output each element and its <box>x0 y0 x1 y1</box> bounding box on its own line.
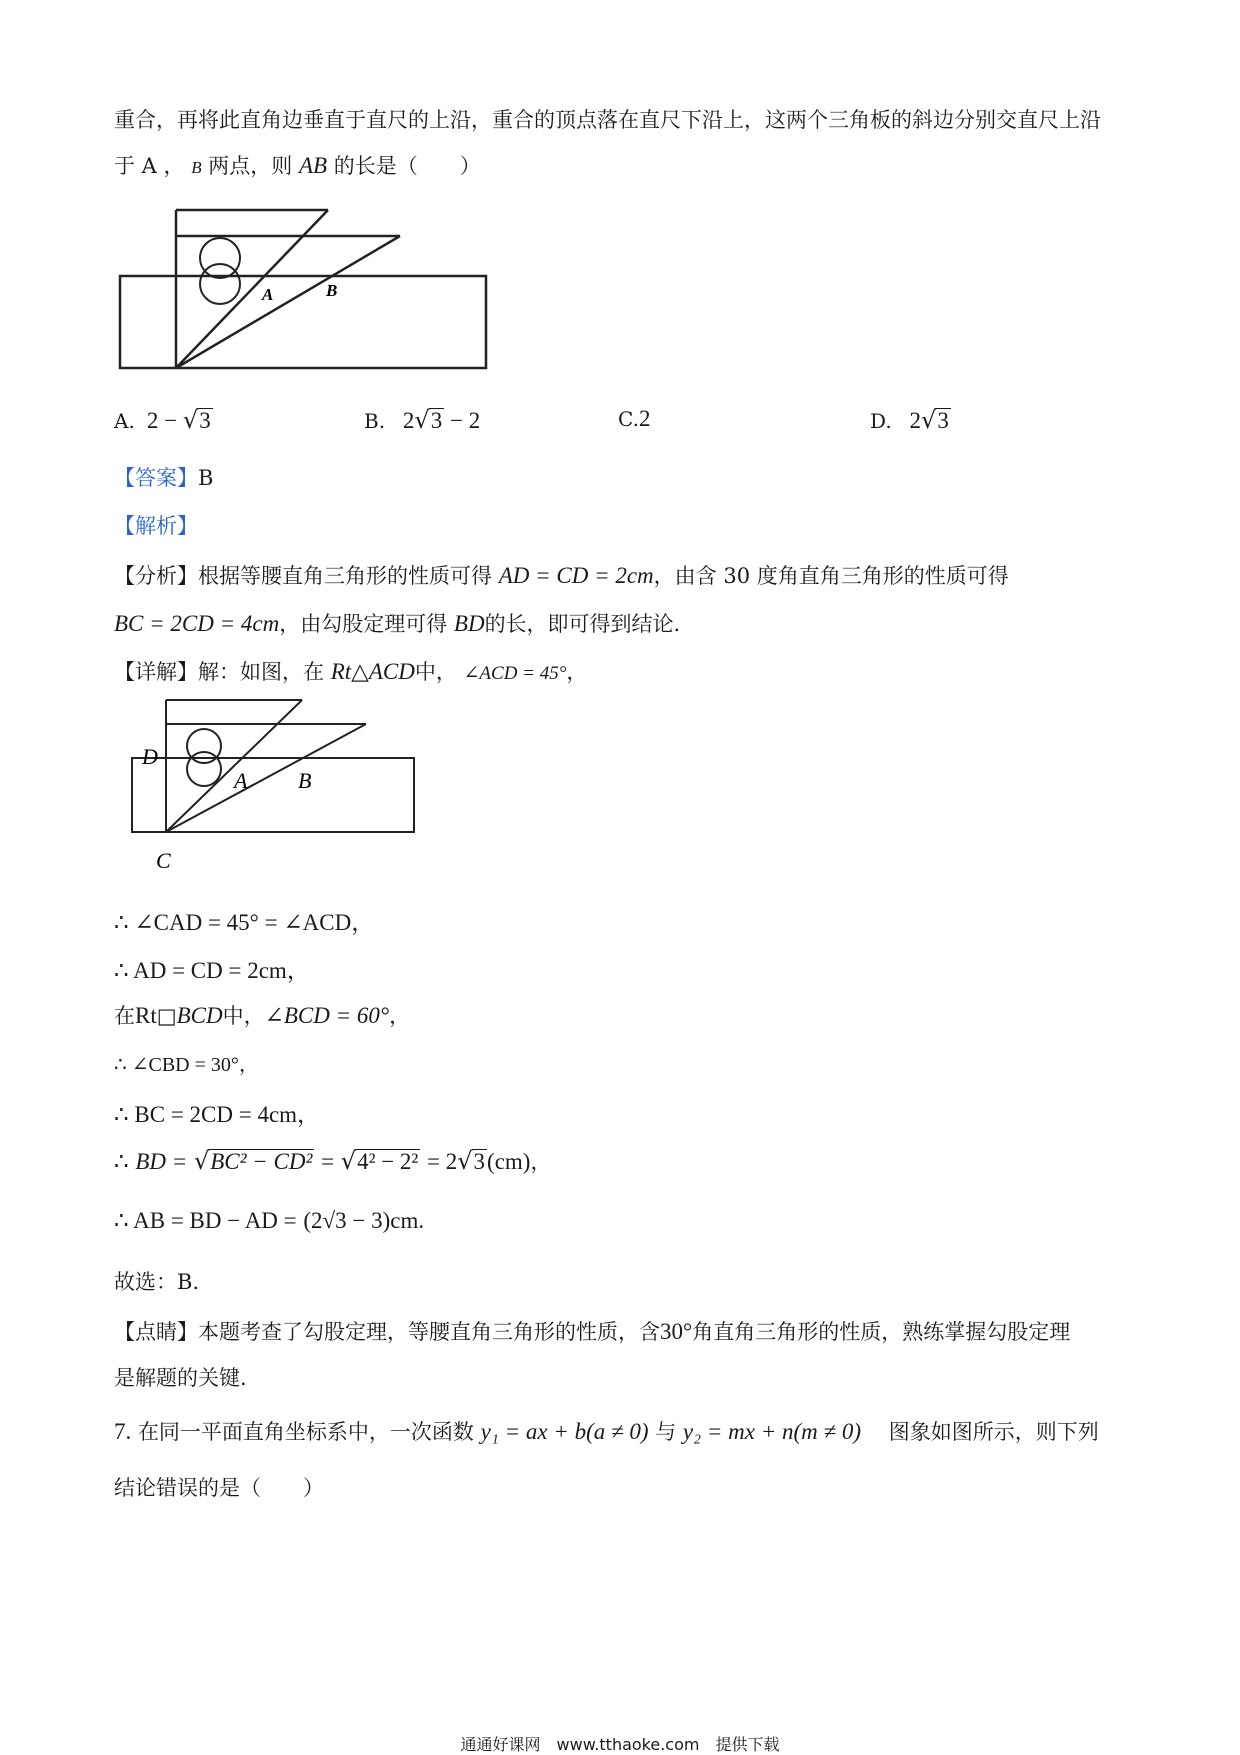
fig2-label-a: A <box>234 768 248 793</box>
q7-line-2: 结论错误的是（ ） <box>114 1476 324 1500</box>
option-a: A. 2 − √3 <box>114 406 211 434</box>
fig2-label-b: B <box>298 768 312 793</box>
footer-source: 通通好课网 www.tthaoke.com 提供下载 <box>460 1735 780 1754</box>
step-3: ∴ ∠CBD = 30°， <box>114 1054 259 1076</box>
fig1-label-b: B <box>326 281 338 300</box>
fig1-label-a: A <box>262 285 274 304</box>
dianjing-line-2: 是解题的关键. <box>114 1366 247 1390</box>
fenxi-line-1: 【分析】根据等腰直角三角形的性质可得 AD = CD = 2cm，由含 30 度角直角三角形的性质可得 <box>114 563 1009 588</box>
answer-line: 【答案】B <box>114 466 214 490</box>
dianjing-line-1: 【点睛】本题考查了勾股定理，等腰直角三角形的性质，含30°角直角三角形的性质，熟练掌握勾股定理 <box>114 1319 1071 1344</box>
step-4: ∴ BC = 2CD = 4cm， <box>114 1102 321 1127</box>
step-ab: ∴ AB = BD − AD = (2√3 − 3)cm. <box>114 1208 425 1233</box>
question-line-2: 于 A ， B 两点，则 AB 的长是（ ） <box>114 153 481 178</box>
step-rt-bcd: 在Rt□BCD中，∠BCD = 60°， <box>114 1003 411 1028</box>
step-1: ∴ ∠CAD = 45° = ∠ACD， <box>114 910 375 935</box>
option-b: B. 2√3 − 2 <box>364 406 481 434</box>
step-bd: ∴ BD = √BC² − CD² = √4² − 2² = 2√3(cm)， <box>114 1147 552 1175</box>
step-2: ∴ AD = CD = 2cm， <box>114 958 310 983</box>
fenxi-line-2: BC = 2CD = 4cm，由勾股定理可得 BD的长，即可得到结论. <box>114 611 681 636</box>
analysis-tag: 【解析】 <box>114 514 198 538</box>
option-c: C.2 <box>618 406 651 431</box>
option-d: D. 2√3 <box>870 406 949 434</box>
figure-2-labeled <box>126 696 426 876</box>
choose-line: 故选：B. <box>114 1270 200 1294</box>
figure-1-ruler-triangles <box>116 200 496 380</box>
question-line-1: 重合，再将此直角边垂直于直尺的上沿，重合的顶点落在直尺下沿上，这两个三角板的斜边分别交直尺上沿 <box>114 108 1101 132</box>
q7-line-1: 7. 在同一平面直角坐标系中，一次函数 y₁ = ax + b(a ≠ 0) 与 y₂ = mx + n(m ≠ 0) 图象如图所示，则下列 <box>114 1419 1099 1444</box>
fig2-label-c: C <box>156 848 171 873</box>
fig2-label-d: D <box>142 744 158 769</box>
detail-line: 【详解】解：如图，在 Rt△ACD中， ∠ACD = 45°， <box>114 659 588 684</box>
